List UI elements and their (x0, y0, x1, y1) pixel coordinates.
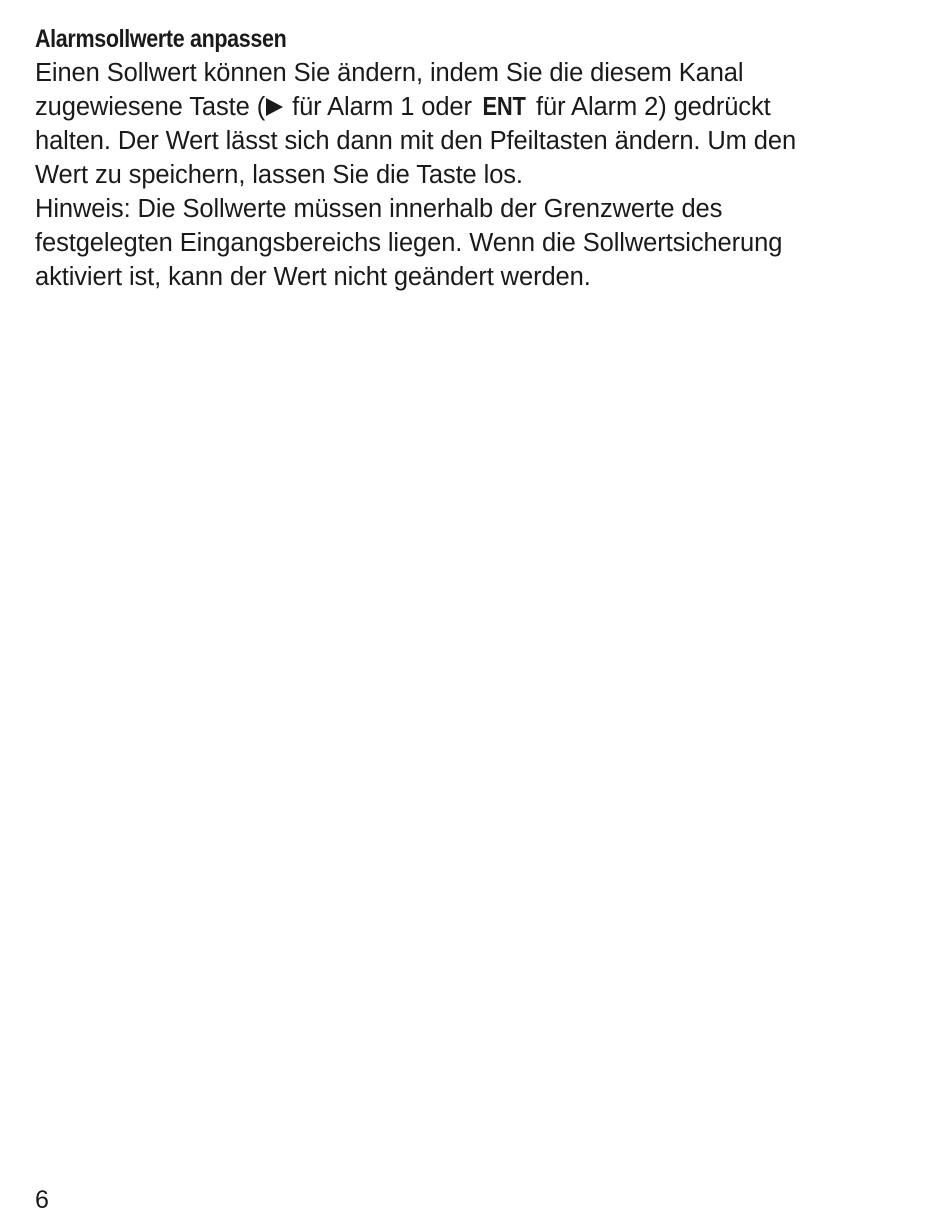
ent-key-label: ENT (482, 93, 526, 121)
paragraph-line: Hinweis: Die Sollwerte müssen innerhalb der Grenzwerte des (35, 195, 723, 223)
paragraph-line: Einen Sollwert können Sie ändern, indem Sie die diesem Kanal (35, 59, 744, 87)
line-text: für Alarm 2) gedrückt (529, 93, 771, 121)
instruction-paragraph (35, 56, 915, 192)
line-text: für Alarm 1 oder (285, 93, 479, 121)
paragraph-line: halten. Der Wert lässt sich dann mit den Pfeiltasten ändern. Um den (35, 127, 797, 155)
line-text: zugewiesene Taste ( (35, 93, 266, 121)
paragraph-line: Wert zu speichern, lassen Sie die Taste los. (35, 161, 523, 189)
document-page (35, 22, 915, 294)
play-triangle-icon (266, 98, 283, 116)
page-number: 6 (35, 1186, 49, 1214)
paragraph-line (35, 90, 915, 124)
note-paragraph (35, 192, 915, 294)
paragraph-line: aktiviert ist, kann der Wert nicht geändert werden. (35, 263, 591, 291)
section-heading: Alarmsollwerte anpassen (35, 25, 287, 53)
paragraph-line: festgelegten Eingangsbereichs liegen. Wenn die Sollwertsicherung (35, 229, 783, 257)
